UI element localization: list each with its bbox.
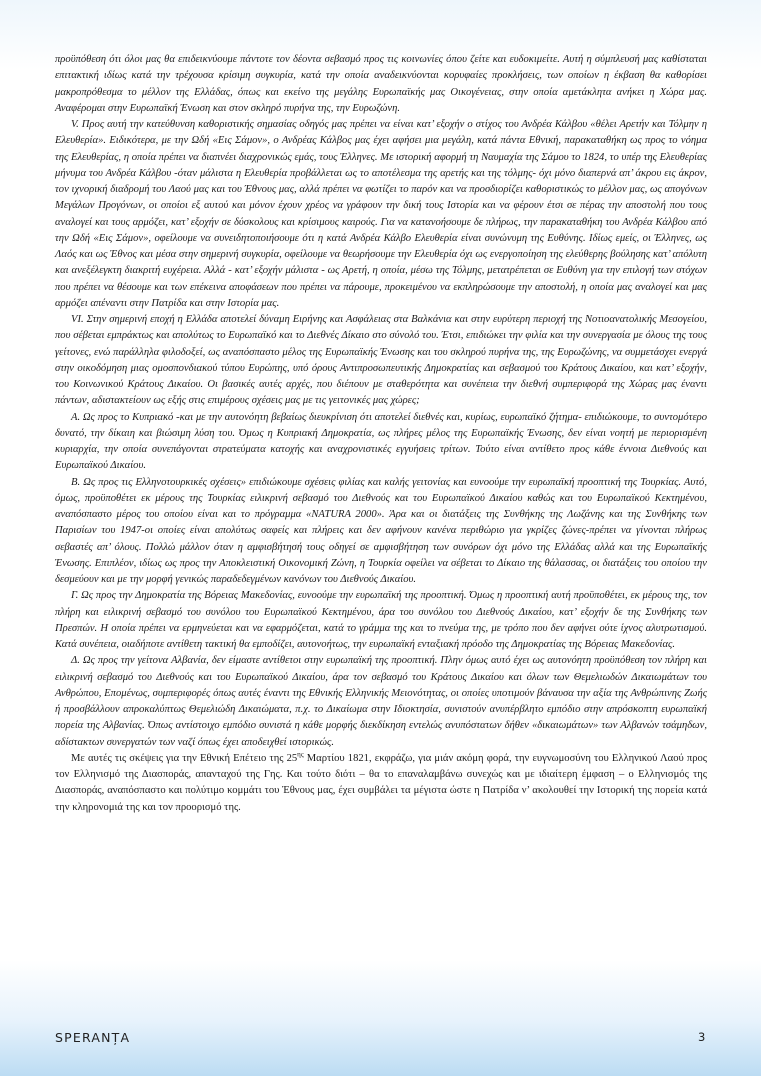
page-number: 3: [698, 1030, 706, 1044]
paragraph-turkey: Β. Ως προς τις Ελληνοτουρκικές σχέσεις» επιδιώκουμε σχέσεις φιλίας και καλής γειτονίας και ευνοούμε την ευρωπαϊκή προοπτική της Τουρκίας. Αυτό, όμως, προϋποθέτει εκ μέρους της Τουρκίας ειλικρινή σεβασμό του Διεθνούς και του Ευρωπαϊκού Δικαίου καθώς και του Ευρωπαϊκού Κεκτημένου, αναπόσπαστο μέρος του οποίου είναι και το πρόγραμμα «NATURA 2000». Άρα και οι διατάξεις της Συνθήκης της Λωζάνης και της Συνθήκης των Παρισίων του 1947-οι οποίες είναι απολύτως σαφείς και πλήρεις και δεν αφήνουν κανένα περιθώριο για γκρίζες ζώνες-πρέπει να γίνονται πλήρως σεβαστές απ’ όλους. Πολλώ μάλλον όταν η αμφισβήτησή τους οδηγεί σε αμφισβήτηση των συνόρων όχι μόνο της Ελλάδας αλλά και της Ευρωπαϊκής Ένωσης. Επιπλέον, ιδίως ως προς την Αποκλειστική Οικονομική Ζώνη, η Τουρκία οφείλει να σέβεται το Δίκαιο της θάλασσας, οι διατάξεις του οποίου την δεσμεύουν και με την μορφή γενικώς παραδεδεγμένων κανόνων του Διεθνούς Δικαίου.: [55, 476, 707, 585]
closing-superscript: ης: [297, 750, 304, 759]
paragraph-albania: Δ. Ως προς την γείτονα Αλβανία, δεν είμαστε αντίθετοι στην ευρωπαϊκή της προοπτική. Πλην όμως αυτό έχει ως αυτονόητη προϋπόθεση τον πλήρη και ειλικρινή σεβασμό του Διεθνούς και του Ευρωπαϊκού Δικαίου, άρα τον σεβασμό του Κράτους Δικαίου και όλων των Θεμελιωδών Δικαιωμάτων του Ανθρώπου, Επομένως, συμπεριφορές όπως αυτές έναντι της Εθνικής Ελληνικής Μειονότητας, οι οποίες υποτιμούν βάναυσα την αξία της Ανθρώπινης Ζωής ή προσβάλλουν απροκαλύπτως Θεμελιώδη Δικαιώματα, π.χ. το Δικαίωμα στην Ιδιοκτησία, συνιστούν ανυπέρβλητο εμπόδιο στην απρόσκοπτη ευρωπαϊκή πορεία της Αλβανίας. Όπως αντίστοιχο εμπόδιο συνιστά η κάθε μορφής διεκδίκηση εντελώς ανυπόστατων δήθεν «δικαιωμάτων» των Αλβανών τσάμηδων, αδίστακτων συνεργατών των ναζί όπως έχει αποδειχθεί ιστορικώς.: [55, 655, 707, 748]
paragraph-closing: [55, 751, 707, 816]
paragraph-intro: προϋπόθεση ότι όλοι μας θα επιδεικνύουμε πάντοτε τον δέοντα σεβασμό προς τις κοινωνίες όπου ζείτε και ευδοκιμείτε. Αυτή η σύμπλευσή μας καθίσταται επιτακτική ιδίως κατά την τρέχουσα κρίσιμη συγκυρία, κατά την οποία αναδεικνύονται κορυφαίες προκλήσεις, των οποίων η έκβαση θα καθορίσει μακροπρόθεσμα το μέλλον της Ελλάδας, όπως και εκείνο της μεγάλης Ευρωπαϊκής μας Οικογένειας, στην οποία αμετάκλητα ανήκει η Χώρα μας. Αναφέρομαι στην Ευρωπαϊκή Ένωση και στον σκληρό πυρήνα της, την Ευρωζώνη.: [55, 54, 707, 114]
footer-brand: SPERANȚA: [55, 1030, 131, 1045]
paragraph-north-macedonia: Γ. Ως προς την Δημοκρατία της Βόρειας Μακεδονίας, ευνοούμε την ευρωπαϊκή της προοπτική. Όμως η προοπτική αυτή προϋποθέτει, εκ μέρους της, τον πλήρη και ειλικρινή σεβασμό του συνόλου του Ευρωπαϊκού Κεκτημένου, άρα του συνόλου του Διεθνούς Δικαίου, κατ’ εξοχήν δε της Συνθήκης των Πρεσπών. Η οποία πρέπει να ερμηνεύεται και να εφαρμόζεται, κατά το γράμμα της και το πνεύμα της, με τρόπο που δεν αφήνει ούτε ίχνος αλυτρωτισμού. Κατά συνέπεια, οιαδήποτε αντίθετη τακτική θα εμποδίζει, αυτονοήτως, την ευρωπαϊκή ενταξιακή πρόοδο της Δημοκρατίας της Βόρειας Μακεδονίας.: [55, 590, 707, 650]
closing-text-start: Με αυτές τις σκέψεις για την Εθνική Επέτειο της 25: [71, 752, 298, 764]
document-body: [55, 52, 707, 816]
closing-text-end: Μαρτίου 1821, εκφράζω, για μιάν ακόμη φορά, την ευγνωμοσύνη του Ελληνικού Λαού προς τον Ελληνισμό της Διασποράς, απανταχού της Γης. Και τούτο διότι – θα το επαναλαμβάνω συνεχώς και με ιδιαίτερη έμφαση – ο Ελληνισμός της Διασποράς, αναπόσπαστο και πολύτιμο κομμάτι του Έθνους μας, έχει συμβάλει τα μέγιστα ώστε η Πατρίδα ν’ ακολουθεί την Ιστορική της πορεία κατά την κληρονομιά της και τον προορισμό της.: [55, 752, 708, 813]
paragraph-section-v: V. Προς αυτή την κατεύθυνση καθοριστικής σημασίας οδηγός μας πρέπει να είναι κατ’ εξοχήν ο στίχος του Ανδρέα Κάλβου «θέλει Αρετήν και Τόλμην η Ελευθερία». Ειδικότερα, με την Ωδή «Εις Σάμον», ο Ανδρέας Κάλβος μας έχει αφήσει μια μεγάλη, κατά πάντα Εθνική, παρακαταθήκη ως προς το νόημα της Ελευθερίας, η οποία πρέπει να διαπνέει διαχρονικώς εμάς, τους Έλληνες. Με ιστορική αφορμή τη Ναυμαχία της Σάμου το 1824, το υπέρ της Ελευθερίας μήνυμα του Ανδρέα Κάλβου -όταν μάλιστα η Ελευθερία προβάλλεται ως το αποτέλεσμα της αρετής και της τόλμης- όχι μόνο διαπερνά απ’ άκρου εις άκρον, τον ιχνορική διαδρομή του Λαού μας και του Έθνους μας, αλλά πρέπει να φωτίζει το παρόν και να προσδιορίζει καθοριστικώς το μέλλον μας, ως απογόνων Μεγάλων Προγόνων, οι οποίοι εξ αυτού και μόνον έχουν χρέος να γράφουν την δική τους Ιστορία και να φέρουν έτσι σε πέρας την αποστολή που τους αναλογεί και τους αρμόζει, κατ’ εξοχήν σε δύσκολους και κρίσιμους καιρούς. Για να κατανοήσουμε δε πλήρως, την παρακαταθήκη του Ανδρέα Κάλβου από την Ωδή «Εις Σάμον», οφείλουμε να συνειδητοποιήσουμε ότι η κατά Ανδρέα Κάλβο Ελευθερία είναι συνώνυμη της Ευθύνης. Ιδίως εμείς, οι Έλληνες, ως Λαός και ως Έθνος και μέσα στην σημερινή συγκυρία, οφείλουμε να θεωρήσουμε την Ελευθερία όχι ως ενεργοποίηση της ελεύθερης βούλησης κατ’ απόλυτη και ανεξέλεγκτη διακριτή ευχέρεια. Αλλά - κατ’ εξοχήν μάλιστα - ως Αρετή, η οποία, μέσω της Τόλμης, μετατρέπεται σε Ευθύνη για την επιλογή των στόχων που πρέπει να θέσουμε και των επέκεινα αποφάσεων που πρέπει να πάρουμε, προκειμένου να εκπληρώσουμε την αποστολή, η οποία μας αναλογεί και μας αρμόζει απέναντι στην Πατρίδα και στην Ιστορία μας.: [55, 119, 707, 309]
paragraph-section-vi: VI. Στην σημερινή εποχή η Ελλάδα αποτελεί δύναμη Ειρήνης και Ασφάλειας στα Βαλκάνια και στην ευρύτερη περιοχή της Νοτιοανατολικής Μεσογείου, που σέβεται εμπράκτως και απολύτως το Ευρωπαϊκό και το Διεθνές Δίκαιο στο σύνολό του. Έτσι, επιδιώκει την φιλία και την συνεργασία με όλους της τους γείτονες, ενώ παράλληλα φιλοδοξεί, ως αναπόσπαστο μέλος της Ευρωπαϊκής Ένωσης και του σκληρού πυρήνα της, της Ευρωζώνης, να συμμετάσχει ενεργά στην οικοδόμηση μιας ομοσπονδιακού τύπου Ευρώπης, υπό όρους Αντιπροσωπευτικής Δημοκρατίας και σεβασμού του Κράτους Δικαίου, και κατ’ εξοχήν, του Κοινωνικού Κράτους Δικαίου. Οι βασικές αυτές αρχές, που διέπουν με σταθερότητα και συνέπεια την διεθνή συμπεριφορά της Χώρας μας έναντι πάντων, αδιστακτείουν ως εξής στις επιμέρους σχέσεις μας με τις γειτονικές μας χώρες;: [55, 314, 707, 407]
paragraph-cyprus: Α. Ως προς το Κυπριακό -και με την αυτονόητη βεβαίως διευκρίνιση ότι αποτελεί διεθνές και, κυρίως, ευρωπαϊκό ζήτημα- επιδιώκουμε, το συντομότερο δυνατό, την δίκαιη και βιώσιμη λύση του. Όμως η Κυπριακή Δημοκρατία, ως πλήρες μέλος της Ευρωπαϊκής Ένωσης, δεν είναι νοητή με περιορισμένη κυριαρχία, την οποία συνεπάγονται στρατεύματα κατοχής και αναχρονιστικές εγγυήσεις τρίτων. Τούτο είναι αντίθετο προς κάθε έννοια Διεθνούς και Ευρωπαϊκού Δικαίου.: [55, 411, 707, 472]
